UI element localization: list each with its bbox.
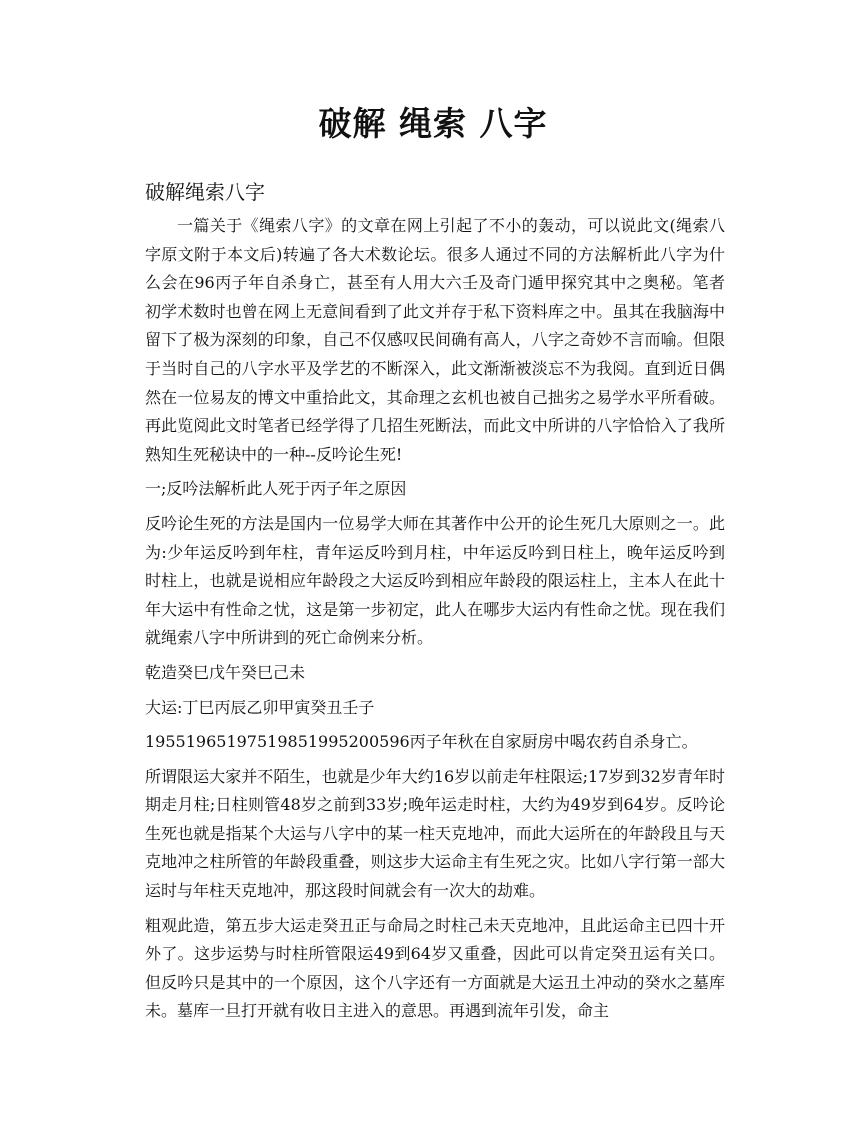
document-subtitle: 破解绳索八字 — [145, 180, 265, 204]
paragraph-years: 19551965197519851995200596丙子年秋在自家厨房中喝农药自杀身亡。 — [145, 732, 698, 752]
section-heading: 一;反吟法解析此人死于丙子年之原因 — [145, 479, 407, 499]
paragraph-limit-explanation: 所谓限运大家并不陌生，也就是少年大约16岁以前走年柱限运;17岁到32岁青年时期走月柱;日柱则管48岁之前到33岁;晚年运走时柱，大约为49岁到64岁。反吟论生死也就是指某个大运与八字中的某一柱天克地冲，而此大运所在的年龄段且与天克地冲之柱所管的年龄段重叠，则这步大运命主有生死之灾。比如八字行第一部大运时与年柱天克地冲，那这段时间就会有一次大的劫难。 — [145, 766, 725, 901]
paragraph-chart: 乾造癸巳戊午癸巳己未 — [145, 662, 306, 682]
paragraph-luck-cycles: 大运:丁巳丙辰乙卯甲寅癸丑壬子 — [145, 697, 375, 717]
document-body — [145, 212, 725, 1032]
paragraph-analysis: 粗观此造，第五步大运走癸丑正与命局之时柱己未天克地冲，且此运命主已四十开外了。这步运势与时柱所管限运49到64岁又重叠，因此可以肯定癸丑运有关口。但反吟只是其中的一个原因，这个八字还有一方面就是大运丑土冲动的癸水之墓库未。墓库一旦打开就有收日主进入的意思。再遇到流年引发，命主 — [145, 915, 725, 1021]
paragraph-method: 反吟论生死的方法是国内一位易学大师在其著作中公开的论生死几大原则之一。此为:少年运反吟到年柱，青年运反吟到月柱，中年运反吟到日柱上，晚年运反吟到时柱上，也就是说相应年龄段之大运反吟到相应年龄段的限运柱上，主本人在此十年大运中有性命之忧，这是第一步初定，此人在哪步大运内有性命之忧。现在我们就绳索八字中所讲到的死亡命例来分析。 — [145, 513, 725, 648]
document-title: 破解 绳索 八字 — [318, 104, 548, 143]
paragraph-intro: 一篇关于《绳索八字》的文章在网上引起了不小的轰动，可以说此文(绳索八字原文附于本文后)转遍了各大术数论坛。很多人通过不同的方法解析此八字为什么会在96丙子年自杀身亡，甚至有人用大六壬及奇门遁甲探究其中之奥秘。笔者初学术数时也曾在网上无意间看到了此文并存于私下资料库之中。虽其在我脑海中留下了极为深刻的印象，自己不仅感叹民间确有高人，八字之奇妙不言而喻。但限于当时自己的八字水平及学艺的不断深入，此文渐渐被淡忘不为我阅。直到近日偶然在一位易友的博文中重拾此文，其命理之玄机也被自己拙劣之易学水平所看破。再此览阅此文时笔者已经学得了几招生死断法，而此文中所讲的八字恰恰入了我所熟知生死秘诀中的一种--反吟论生死! — [145, 216, 725, 464]
